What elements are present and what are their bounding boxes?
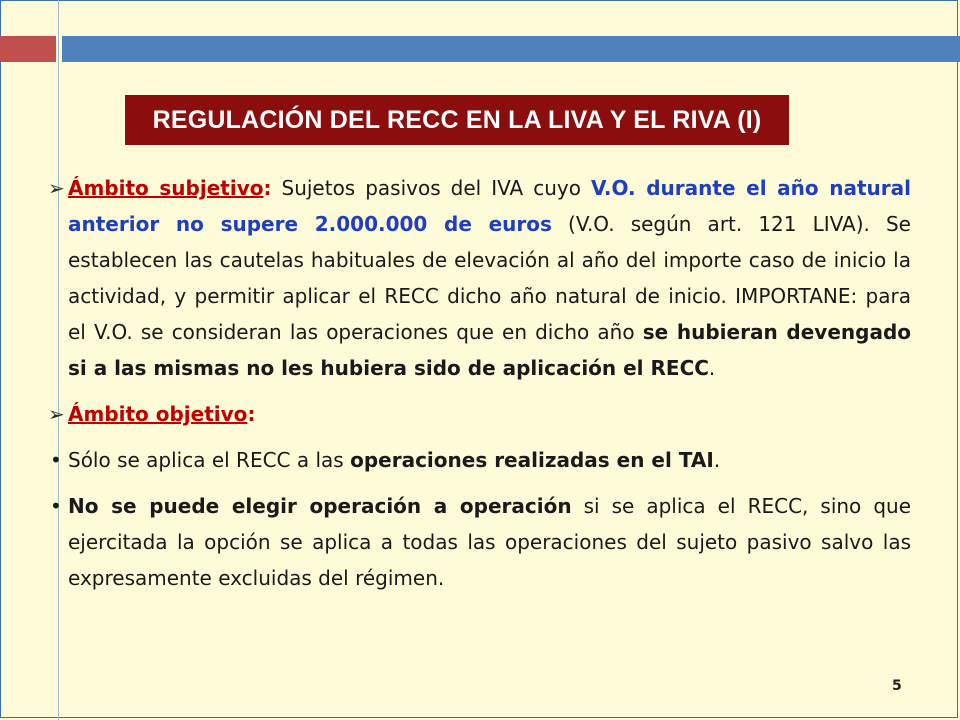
- slide-title: REGULACIÓN DEL RECC EN LA LIVA Y EL RIVA (I): [152, 105, 762, 134]
- item-bold-text: se hubieran devengado si a las mismas no les hubiera sido de aplicación el RECC: [68, 320, 912, 380]
- header-bar-red: [0, 36, 56, 62]
- item-text: Sólo se aplica el RECC a las: [68, 448, 351, 472]
- slide-content: [48, 170, 911, 596]
- header-bar-blue: [62, 36, 960, 62]
- item-text: Sujetos pasivos del IVA cuyo: [271, 176, 591, 200]
- title-banner: [125, 95, 789, 145]
- list-item-ambito-subjetivo: [48, 170, 911, 386]
- item-heading: Ámbito subjetivo: [68, 176, 264, 200]
- item-heading-colon: :: [263, 176, 272, 200]
- item-text: (V.O. según art. 121 LIVA). Se establecen las cautelas habituales de elevación al año del importe caso de inicio la actividad, y permitir aplicar el RECC dicho año natural de inicio. IMPORTANE: para el V.O. se consideran las operaciones que en dicho año: [68, 212, 911, 344]
- item-heading-colon: :: [247, 402, 256, 426]
- item-heading: Ámbito objetivo: [68, 402, 248, 426]
- list-item-ambito-objetivo: [48, 396, 911, 432]
- list-item-bullet-tai: [48, 442, 911, 478]
- bullet-dot-icon: •: [50, 448, 62, 472]
- arrow-bullet-icon: ➢: [48, 176, 65, 200]
- bullet-dot-icon: •: [50, 494, 62, 518]
- item-bold-text: operaciones realizadas en el TAI: [350, 448, 714, 472]
- arrow-bullet-icon: ➢: [48, 402, 65, 426]
- item-bold-text: No se puede elegir operación a operación: [68, 494, 572, 518]
- item-text: .: [713, 448, 721, 472]
- item-text: .: [708, 356, 716, 380]
- item-text: si se aplica el RECC, sino que ejercitada la opción se aplica a todas las operaciones del sujeto pasivo salvo las expresamente excluidas del régimen.: [68, 494, 911, 590]
- page-number: 5: [892, 678, 902, 694]
- list-item-bullet-eleccion: [48, 488, 911, 596]
- item-highlight: V.O. durante el año natural anterior no supere 2.000.000 de euros: [68, 176, 912, 236]
